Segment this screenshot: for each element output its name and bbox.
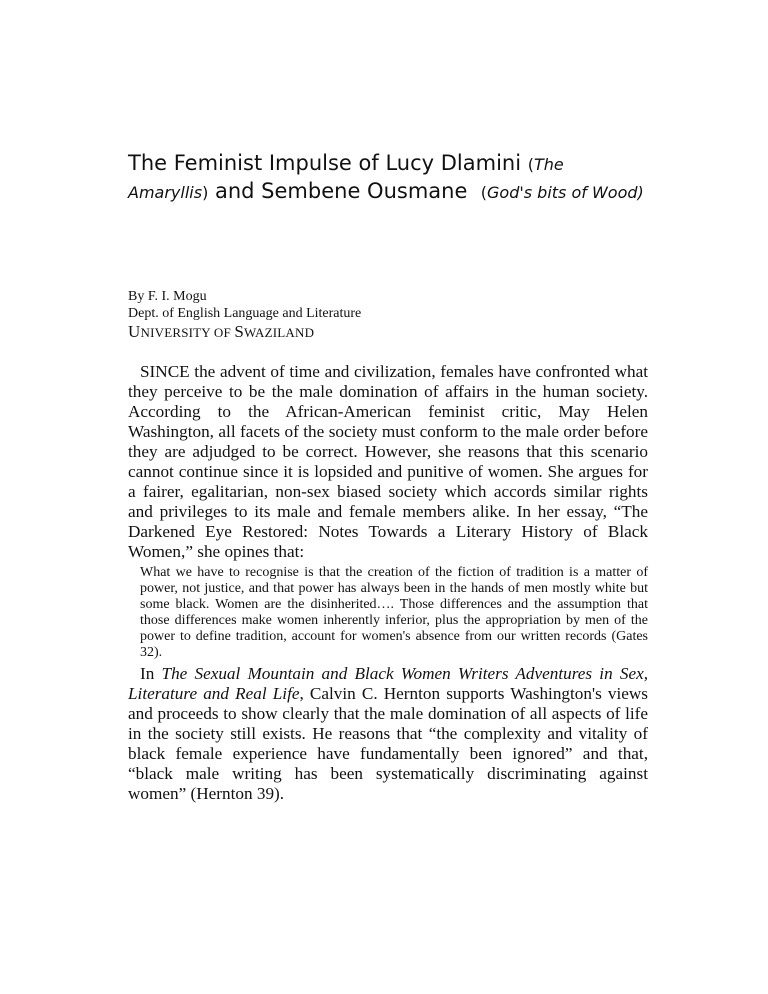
- title-work-2: God's bits of Wood: [487, 183, 638, 202]
- university-initial-s: S: [234, 322, 244, 341]
- university-part-2: WAZILAND: [243, 325, 315, 340]
- title-paren-open-1: (: [527, 155, 534, 174]
- title-paren-close-1: ): [202, 183, 209, 202]
- author-name: By F. I. Mogu: [128, 289, 207, 304]
- title-paren-open-2: (: [480, 183, 487, 202]
- university-part-1: NIVERSITY OF: [140, 325, 235, 340]
- paragraph-1: SINCE the advent of time and civilization, females have confronted what they perceive to be the male domination of affairs in the human society. According to the African-American feminist critic, May Helen Washington, all facets of the society must conform to the male order before they are adjudged to be correct. However, she reasons that this scenario cannot continue since it is lopsided and punitive of women. She argues for a fairer, egalitarian, non-sex biased society which accords similar rights and privileges to its male and female members alike. In her essay, “The Darkened Eye Restored: Notes Towards a Literary History of Black Women,” she opines that:: [128, 362, 648, 561]
- university-name: [128, 323, 648, 341]
- block-quote: What we have to recognise is that the creation of the fiction of tradition is a matter of power, not justice, and that power has always been in the hands of men mostly white but some black. Women are the disinherited…. Those differences and the assumption that those differences make women inherently inferior, plus the appropriation by men of the power to define tradition, account for women's absence from our written records (Gates 32).: [140, 565, 648, 660]
- paragraph-2-rest: , Calvin C. Hernton supports Washington's views and proceeds to show clearly that the male domination of all aspects of life in the society still exists. He reasons that “the complexity and vitality of black female experience have fundamentally been ignored” and that, “black male writing has been systematically discriminating against women” (Hernton 39).: [128, 684, 648, 803]
- title-paren-close-2: ): [637, 183, 644, 202]
- book-title: The Sexual Mountain and Black Women Writers Adventures in Sex, Literature and Real Life: [128, 664, 648, 703]
- department: Dept. of English Language and Literature: [128, 306, 362, 321]
- university-initial-u: U: [128, 322, 141, 341]
- byline: [128, 288, 648, 341]
- paragraph-2-prefix: In: [140, 664, 162, 683]
- paragraph-2: [128, 664, 648, 804]
- article-body: [128, 362, 648, 804]
- title-part1: The Feminist Impulse of Lucy Dlamini: [128, 151, 522, 175]
- article-title: [128, 150, 648, 206]
- title-and: and Sembene Ousmane: [215, 179, 468, 203]
- title-work-1: The Amaryllis: [128, 155, 564, 202]
